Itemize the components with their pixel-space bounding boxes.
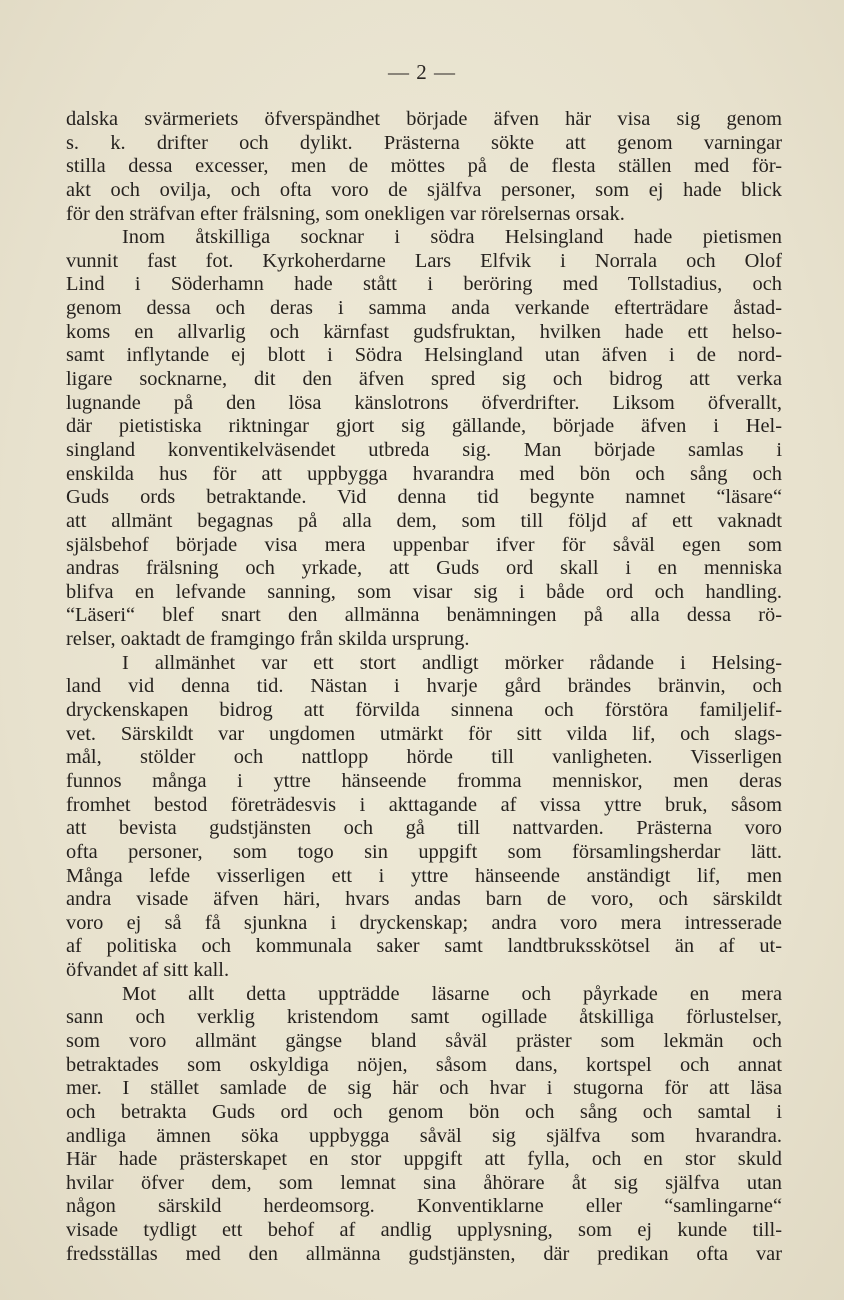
text-line: där pietistiska riktningar gjort sig gällande, började äfven i Hel-: [66, 415, 782, 438]
text-line: som voro allmänt gängse bland såväl präster som lekmän och: [66, 1029, 782, 1052]
text-line: visade tydligt ett behof af andlig upplysning, som ej kunde till-: [66, 1219, 782, 1242]
text-line: Många lefde visserligen ett i yttre hänseende anständigt lif, men: [66, 864, 782, 887]
text-line: enskilda hus för att uppbygga hvarandra med bön och sång och: [66, 462, 782, 485]
text-line: och betrakta Guds ord och genom bön och sång och samtal i: [66, 1100, 782, 1123]
text-line: öfvandet af sitt kall.: [66, 959, 230, 982]
page-number: — 2 —: [388, 60, 456, 84]
text-line: stilla dessa excesser, men de möttes på de flesta ställen med för-: [66, 155, 782, 178]
text-line: att bevista gudstjänsten och gå till nattvarden. Prästerna voro: [66, 817, 782, 840]
text-line: funnos många i yttre hänseende fromma menniskor, men deras: [66, 769, 782, 792]
text-line: betraktades som oskyldiga nöjen, såsom dans, kortspel och annat: [66, 1053, 782, 1076]
text-line: någon särskild herdeomsorg. Konventiklarne eller “samlingarne“: [66, 1195, 782, 1218]
text-line: Lind i Söderhamn hade stått i beröring med Tollstadius, och: [66, 273, 782, 296]
text-line: land vid denna tid. Nästan i hvarje gård brändes bränvin, och: [66, 675, 782, 698]
text-line: mer. I stället samlade de sig här och hvar i stugorna för att läsa: [66, 1077, 782, 1100]
text-line: singland konventikelväsendet utbreda sig. Man började samlas i: [66, 438, 782, 461]
text-line: vet. Särskildt var ungdomen utmärkt för sitt vilda lif, och slags-: [66, 722, 782, 745]
text-line: dalska svärmeriets öfverspändhet började äfven här visa sig genom: [66, 108, 782, 130]
text-line: s. k. drifter och dylikt. Prästerna sökte att genom varningar: [66, 131, 782, 154]
text-line: andra visade äfven häri, hvars andas barn de voro, och särskildt: [66, 888, 782, 911]
text-line: Inom åtskilliga socknar i södra Helsingland hade pietismen: [122, 226, 782, 249]
text-line: genom dessa och deras i samma anda verkande efterträdare åstad-: [66, 297, 782, 320]
text-line: voro ej så få sjunkna i dryckenskap; andra voro mera intresserade: [66, 911, 782, 934]
text-line: att allmänt begagnas på alla dem, som till följd af ett vaknadt: [66, 509, 782, 532]
text-line: fromhet bestod företrädesvis i akttagande af vissa yttre bruk, såsom: [66, 793, 782, 816]
text-line: hvilar öfver dem, som lemnat sina åhörare åt sig själfva utan: [66, 1171, 782, 1194]
text-line: mål, stölder och nattlopp hörde till vanligheten. Visserligen: [66, 746, 782, 769]
text-line: själsbehof började visa mera uppenbar ifver för såväl egen som: [66, 533, 782, 556]
text-line: ofta personer, som togo sin uppgift som församlingsherdar lätt.: [66, 840, 782, 863]
text-line: akt och ovilja, och ofta voro de själfva personer, som ej hade blick: [66, 178, 782, 201]
text-line: Guds ords betraktande. Vid denna tid begynte namnet “läsare“: [66, 486, 782, 509]
text-line: Här hade prästerskapet en stor uppgift att fylla, och en stor skuld: [66, 1148, 782, 1171]
text-line: samt inflytande ej blott i Södra Helsingland utan äfven i de nord-: [66, 344, 782, 367]
text-line: vunnit fast fot. Kyrkoherdarne Lars Elfvik i Norrala och Olof: [66, 249, 782, 272]
text-line: “Läseri“ blef snart den allmänna benämningen på alla dessa rö-: [66, 604, 782, 627]
text-line: koms en allvarlig och kärnfast gudsfruktan, hvilken hade ett helso-: [66, 320, 782, 343]
text-line: för den sträfvan efter frälsning, som onekligen var rörelsernas orsak.: [66, 202, 625, 225]
text-line: relser, oaktadt de framgingo från skilda ursprung.: [66, 628, 470, 651]
text-line: af politiska och kommunala saker samt landtbruksskötsel än af ut-: [66, 935, 782, 958]
body-text: [66, 108, 782, 1266]
text-line: sann och verklig kristendom samt ogillade åtskilliga förlustelser,: [66, 1006, 782, 1029]
text-line: ligare socknarne, dit den äfven spred sig och bidrog att verka: [66, 368, 782, 391]
text-line: andras frälsning och yrkade, att Guds ord skall i en menniska: [66, 557, 782, 580]
text-line: I allmänhet var ett stort andligt mörker rådande i Helsing-: [122, 651, 782, 674]
text-line: blifva en lefvande sanning, som visar sig i både ord och handling.: [66, 580, 782, 603]
text-line: Mot allt detta uppträdde läsarne och påyrkade en mera: [122, 982, 782, 1005]
text-line: dryckenskapen bidrog att förvilda sinnena och förstöra familjelif-: [66, 699, 782, 722]
text-line: lugnande på den lösa känslotrons öfverdrifter. Liksom öfverallt,: [66, 391, 782, 414]
text-line: andliga ämnen söka uppbygga såväl sig själfva som hvarandra.: [66, 1124, 782, 1147]
text-line: fredsställas med den allmänna gudstjänsten, där predikan ofta var: [66, 1242, 782, 1265]
